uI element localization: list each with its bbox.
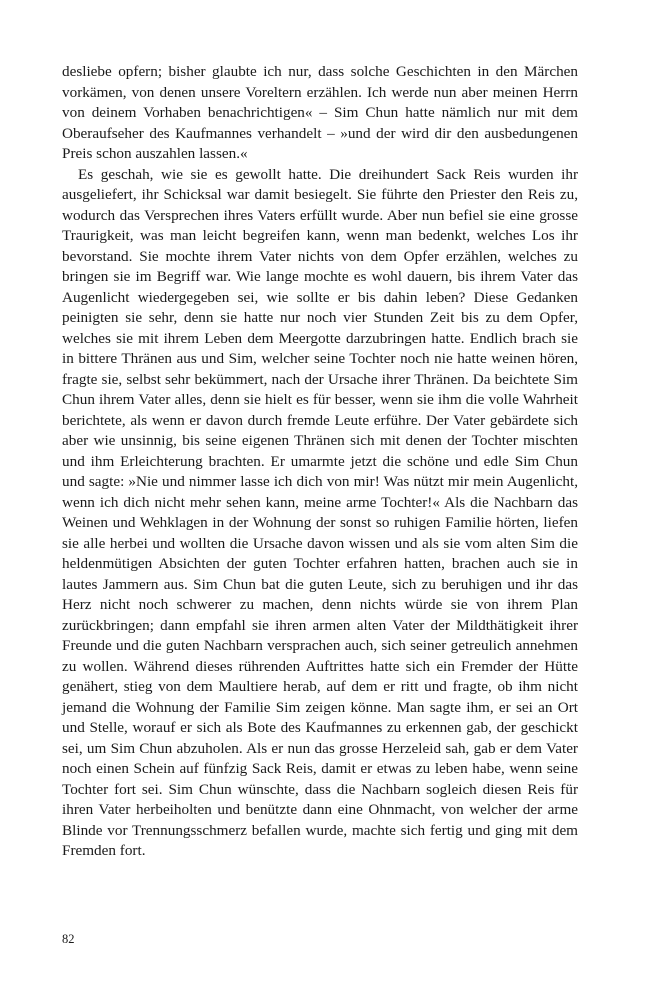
paragraph-continuation: desliebe opfern; bisher glaubte ich nur, dass solche Geschichten in den Märchen vorkämen, von denen unsere Voreltern erzählen. Ich werde nun aber meinen Herrn von deinem Vorhaben benachrichtigen« – Sim Chun hatte nämlich nur mit dem Oberaufseher des Kaufmannes verhandelt – »und der wird dir den ausbedungenen Preis schon auszahlen lassen.« [62,63,578,162]
page-number: 82 [62,932,75,946]
book-page [62,62,578,862]
paragraph-main: Es geschah, wie sie es gewollt hatte. Die dreihundert Sack Reis wurden ihr ausgeliefert, ihr Schicksal war damit besiegelt. Sie führte den Priester den Reis zu, wodurch das Versprechen ihres Vaters erfüllt wurde. Aber nun befiel sie eine grosse Traurigkeit, was man leicht begreifen kann, wenn man bedenkt, welches Los ihr bevorstand. Sie mochte ihrem Vater nichts von dem Opfer erzählen, welches zu bringen sie im Begriff war. Wie lange mochte es wohl dauern, bis ihrem Vater das Augenlicht wiedergegeben sei, wie sollte er bis dahin leben? Diese Gedanken peinigten sie sehr, denn sie hatte nur noch vier Stunden Zeit bis zu dem Opfer, welches sie mit ihrem Leben dem Meergotte darzubringen hatte. Endlich brach sie in bittere Thränen aus und Sim, welcher seine Tochter noch nie hatte weinen hören, fragte sie, selbst sehr bekümmert, nach der Ursache ihrer Thränen. Da beichtete Sim Chun ihrem Vater alles, denn sie hielt es für besser, wenn sie ihm die volle Wahrheit berichtete, als wenn er davon durch fremde Leute erführe. Der Vater gebärdete sich aber wie unsinnig, bis seine eigenen Thränen sich mit denen der Tochter mischten und ihm Erleichterung brachten. Er umarmte jetzt die schöne und edle Sim Chun und sagte: »Nie und nimmer lasse ich dich von mir! Was nützt mir mein Augenlicht, wenn ich dich nicht mehr sehen kann, meine arme Tochter!« Als die Nachbarn das Weinen und Wehklagen in der Wohnung der sonst so ruhigen Familie hörten, liefen sie alle herbei und wollten die Ursache davon wissen und als sie vom alten Sim die heldenmütigen Absichten der guten Tochter erfahren hatten, brachen auch sie in lautes Jammern aus. Sim Chun bat die guten Leute, sich zu beruhigen und ihr das Herz nicht noch schwerer zu machen, denn nichts würde sie von ihrem Plan zurückbringen; dann empfahl sie ihren armen alten Vater der Mildthätigkeit ihrer Freunde und die guten Nachbarn versprachen auch, sich seiner getreulich annehmen zu wollen. Während dieses rührenden Auftrittes hatte sich ein Fremder der Hütte genähert, stieg von dem Maultiere herab, auf dem er ritt und fragte, ob ihm nicht jemand die Wohnung der Familie Sim zeigen könne. Man sagte ihm, er sei an Ort und Stelle, worauf er sich als Bote des Kaufmannes zu erkennen gab, der geschickt sei, um Sim Chun abzuholen. Als er nun das grosse Herzeleid sah, gab er dem Vater noch einen Schein auf fünfzig Sack Reis, damit er etwas zu leben habe, wenn seine Tochter fort sei. Sim Chun wünschte, dass die Nachbarn sogleich diesen Reis für ihren Vater herbeiholten und benützte dann eine Ohnmacht, von welcher der arme Blinde vor Trennungsschmerz befallen wurde, machte sich fertig und ging mit dem Fremden fort. [62,165,578,859]
